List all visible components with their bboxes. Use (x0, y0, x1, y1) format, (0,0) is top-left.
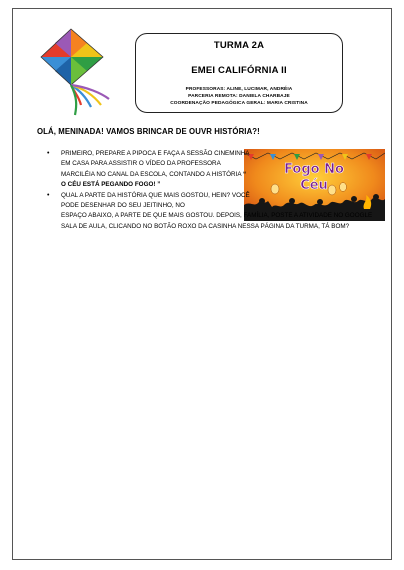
header-box (135, 33, 343, 113)
instruction-second-line1: QUAL A PARTE DA HISTÓRIA QUE MAIS GOSTOU, HEIN? VOCÊ PODE DESENHAR DO SEU JEITINHO, NO (61, 191, 250, 210)
story-title: “ O CÉU ESTÁ PEGANDO FOGO! ” (61, 170, 247, 189)
greeting-heading: OLÁ, MENINADA! VAMOS BRINCAR DE OUVR HISTÓRIA?! (37, 127, 260, 136)
list-item (45, 149, 251, 191)
class-name: TURMA 2A (213, 40, 265, 51)
instruction-first-text: PRIMEIRO, PREPARE A PIPOCA E FAÇA A SESSÃO CINEMINHA EM CASA PARA ASSISTIR O VÍDEO DA PROFESSORA MARCILÉIA NO CANAL DA ESCOLA, CONTANDO A HISTÓRIA (61, 150, 250, 178)
kite-icon (33, 27, 123, 119)
worksheet-page (12, 8, 392, 560)
poster-title-line2: Céu (300, 178, 328, 193)
bullet-dot-icon: • (47, 191, 50, 199)
bullet-dot-icon: • (47, 150, 50, 157)
school-name: EMEI CALIFÓRNIA II (191, 65, 287, 76)
instructions-list (45, 149, 385, 232)
instruction-second-rest: ESPAÇO ABAIXO, A PARTE DE QUE MAIS GOSTOU. DEPOIS, FAMÍLIA, POSTE A ATIVIDADE NO GOOGLE SALA DE AULA, CLICANDO NO BOTÃO ROXO DA CASINHA NESSA PÁGINA DA TURMA, TÁ BOM? (61, 212, 373, 230)
coordination-line: COORDENAÇÃO PEDAGÓGICA GERAL: MARIA CRISTINA (170, 101, 308, 106)
list-item (45, 191, 385, 233)
teachers-line: PROFESSORAS: ALINE, LUCIMAR, ANDRÉIA (185, 87, 293, 92)
remote-partner-line: PARCERIA REMOTA: DANIELA CHARBAJE (188, 94, 290, 99)
poster-title-line1: Fogo No (284, 162, 344, 177)
